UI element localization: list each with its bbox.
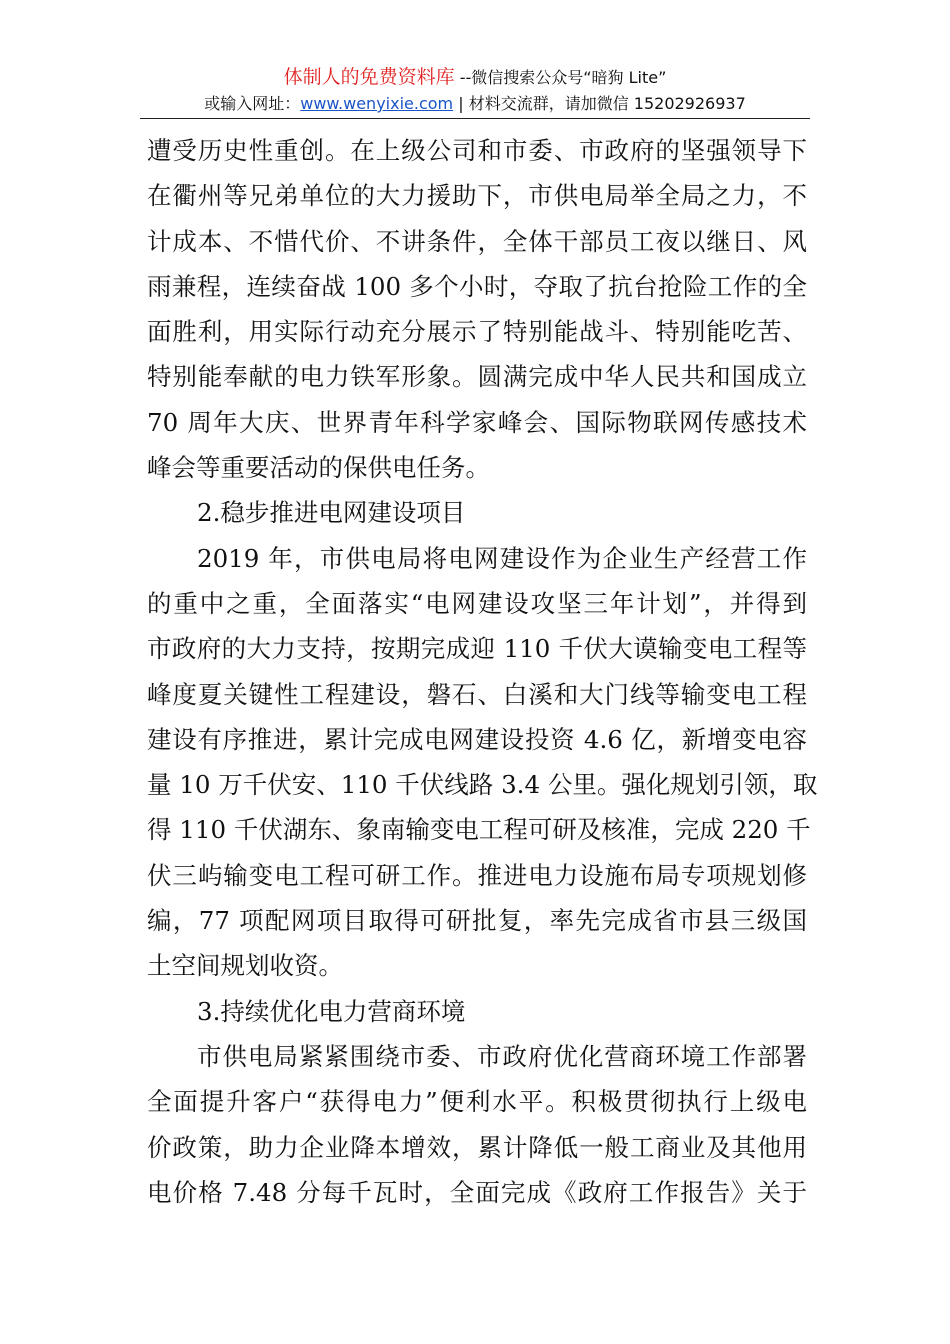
text-line: 量 10 万千伏安、110 千伏线路 3.4 公里。强化规划引领，取	[147, 770, 818, 800]
header-url-label: 或输入网址：	[204, 94, 301, 113]
header-brand: 体制人的免费资料库	[283, 66, 455, 88]
header-divider	[140, 118, 810, 119]
header-contact-line	[140, 91, 810, 117]
text-line: 价政策，助力企业降本增效，累计降低一般工商业及其他用	[147, 1132, 807, 1162]
text-line: 计成本、不惜代价、不讲条件，全体干部员工夜以继日、风	[147, 226, 807, 256]
header-separator: |	[453, 94, 469, 113]
text-line: 在衢州等兄弟单位的大力援助下，市供电局举全局之力，不	[147, 181, 807, 211]
text-line: 市政府的大力支持，按期完成迎 110 千伏大谟输变电工程等	[147, 634, 807, 664]
text-line: 全面提升客户“获得电力”便利水平。积极贯彻执行上级电	[147, 1087, 807, 1117]
text-line: 峰度夏关键性工程建设，磐石、白溪和大门线等输变电工程	[147, 679, 807, 709]
text-line: 土空间规划收资。	[147, 951, 343, 981]
text-line: 2019 年，市供电局将电网建设作为企业生产经营工作	[197, 543, 807, 573]
text-line: 得 110 千伏湖东、象南输变电工程可研及核准，完成 220 千	[147, 815, 811, 845]
text-line: 编，77 项配网项目取得可研批复，率先完成省市县三级国	[147, 906, 807, 936]
text-line: 特别能奉献的电力铁军形象。圆满完成中华人民共和国成立	[147, 362, 807, 392]
section-heading: 2.稳步推进电网建设项目	[197, 498, 466, 528]
page-header	[140, 64, 810, 117]
text-line: 市供电局紧紧围绕市委、市政府优化营商环境工作部署	[197, 1041, 807, 1071]
header-search-note: --微信搜索公众号“暗狗 Lite”	[454, 68, 667, 87]
section-heading: 3.持续优化电力营商环境	[197, 996, 466, 1026]
text-line: 雨兼程，连续奋战 100 多个小时，夺取了抗台抢险工作的全	[147, 271, 807, 301]
header-url-link[interactable]: www.wenyixie.com	[300, 94, 454, 113]
text-line: 峰会等重要活动的保供电任务。	[147, 453, 490, 483]
text-line: 面胜利，用实际行动充分展示了特别能战斗、特别能吃苦、	[147, 317, 807, 347]
text-line: 遭受历史性重创。在上级公司和市委、市政府的坚强领导下	[147, 136, 807, 165]
document-body	[147, 128, 818, 1215]
header-contact: 材料交流群，请加微信 15202926937	[468, 94, 746, 113]
header-title-line	[140, 64, 810, 91]
text-line: 70 周年大庆、世界青年科学家峰会、国际物联网传感技术	[147, 407, 807, 437]
text-line: 的重中之重，全面落实“电网建设攻坚三年计划”，并得到	[147, 588, 807, 618]
text-line: 伏三屿输变电工程可研工作。推进电力设施布局专项规划修	[147, 860, 807, 890]
text-line: 电价格 7.48 分每千瓦时，全面完成《政府工作报告》关于	[147, 1177, 807, 1207]
text-line: 建设有序推进，累计完成电网建设投资 4.6 亿，新增变电容	[147, 724, 807, 754]
